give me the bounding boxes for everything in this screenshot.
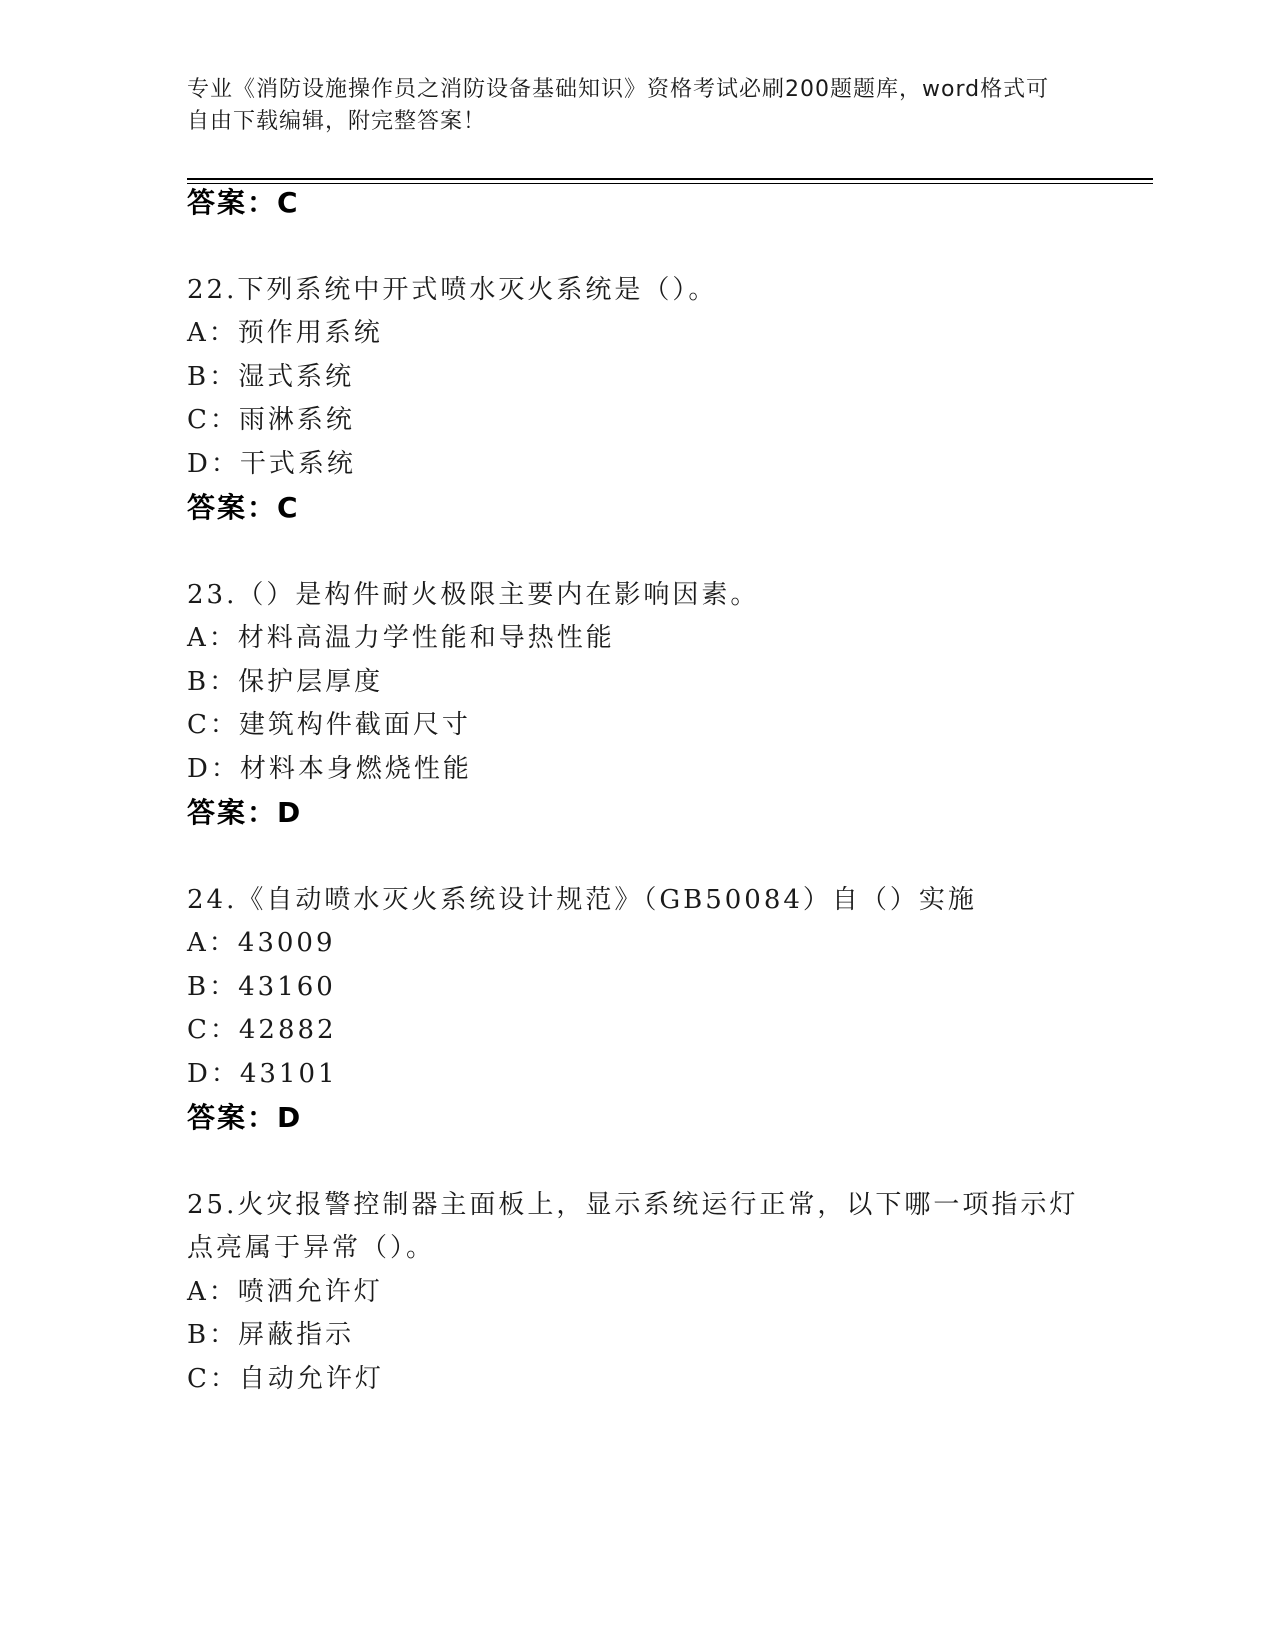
question-23-option-a: A：材料高温力学性能和导热性能: [187, 623, 615, 653]
question-25-option-b: B：屏蔽指示: [187, 1320, 355, 1350]
question-25-stem-line1: 25.火灾报警控制器主面板上，显示系统运行正常，以下哪一项指示灯: [187, 1190, 1079, 1220]
question-24-answer: 答案：D: [187, 1101, 303, 1134]
question-23-answer: 答案：D: [187, 796, 303, 829]
document-header: 专业《消防设施操作员之消防设备基础知识》资格考试必刷200题题库，word格式可自由下载编辑，附完整答案！: [187, 77, 1050, 134]
question-24-option-d: D：43101: [187, 1059, 338, 1089]
question-22-option-a: A：预作用系统: [187, 318, 383, 348]
question-22-answer: 答案：C: [187, 491, 300, 524]
question-23-option-b: B：保护层厚度: [187, 667, 384, 697]
question-25-option-a: A：喷洒允许灯: [187, 1277, 383, 1307]
question-25-option-c: C：自动允许灯: [187, 1364, 384, 1394]
header-divider: [187, 178, 1153, 184]
question-23-stem: 23.（）是构件耐火极限主要内在影响因素。: [187, 580, 760, 610]
question-24-option-a: A：43009: [187, 928, 336, 958]
question-22-option-d: D：干式系统: [187, 449, 356, 479]
question-22-stem: 22.下列系统中开式喷水灭火系统是（）。: [187, 275, 718, 305]
question-22-option-b: B：湿式系统: [187, 362, 355, 392]
question-25-stem-line2: 点亮属于异常（）。: [187, 1233, 436, 1263]
question-24-option-b: B：43160: [187, 972, 336, 1002]
question-23-option-c: C：建筑构件截面尺寸: [187, 710, 471, 740]
question-24-stem: 24.《自动喷水灭火系统设计规范》（GB50084）自（）实施: [187, 885, 977, 915]
question-22-option-c: C：雨淋系统: [187, 405, 355, 435]
question-23-option-d: D：材料本身燃烧性能: [187, 754, 472, 784]
previous-answer: 答案：C: [187, 186, 300, 219]
question-24-option-c: C：42882: [187, 1015, 337, 1045]
